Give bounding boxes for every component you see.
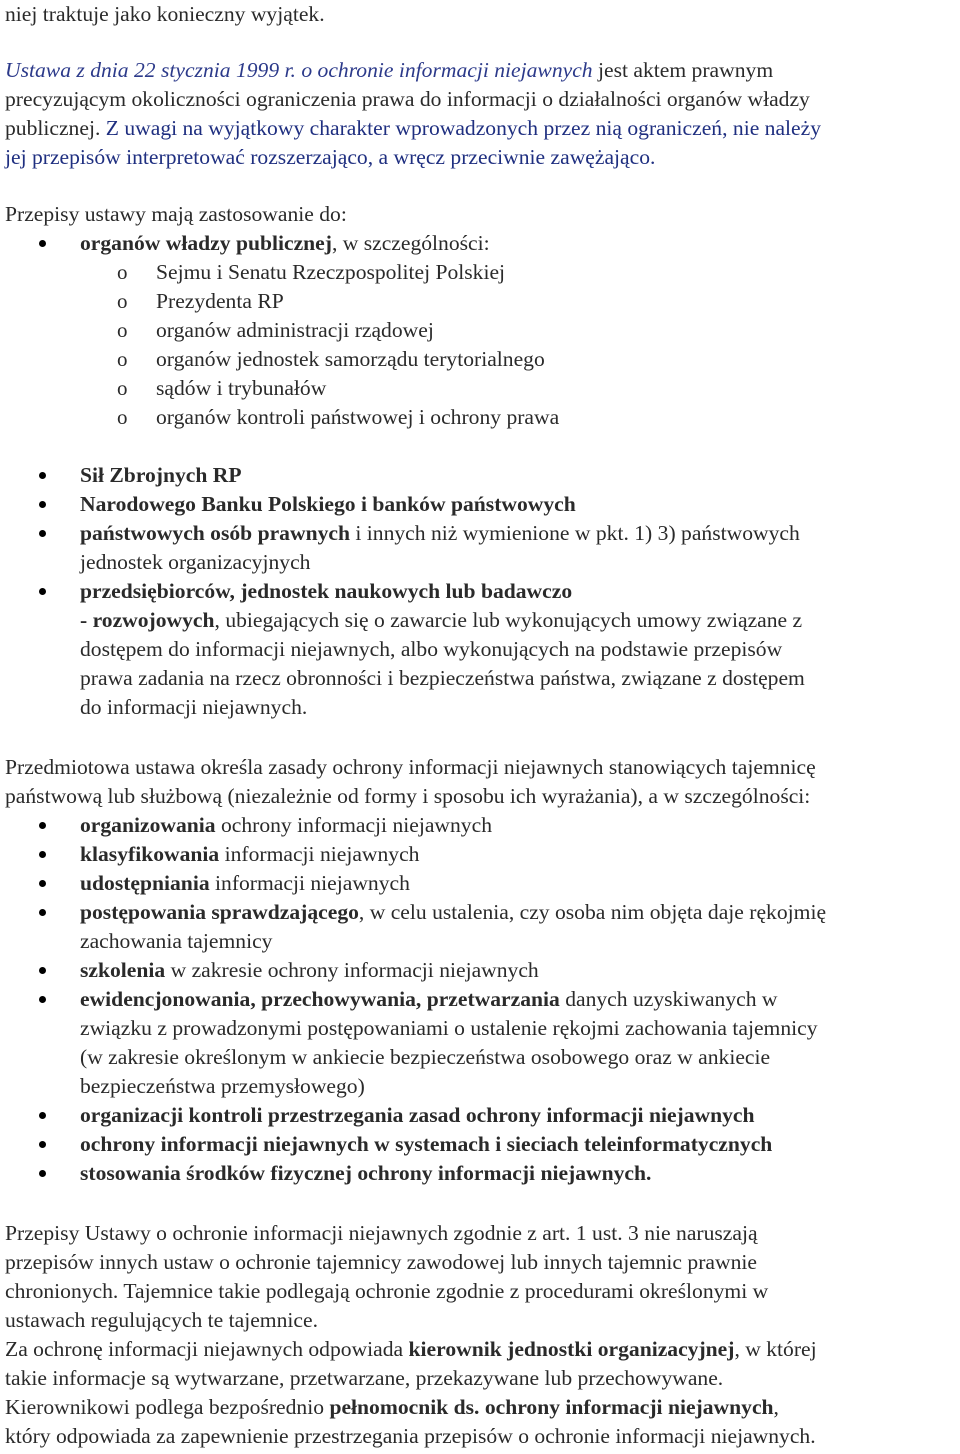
text-line	[5, 1219, 758, 1248]
text-span: publicznej.	[5, 116, 106, 140]
sub-list-item	[156, 403, 559, 432]
text-span: , w szczególności:	[331, 231, 490, 255]
text-span: Za ochronę informacji niejawnych odpowiada	[5, 1337, 409, 1361]
text-span: , w której	[734, 1337, 817, 1361]
text-span: ustawach regulujących te tajemnice.	[5, 1308, 318, 1332]
text-span: jednostek organizacyjnych	[80, 550, 311, 574]
text-line	[5, 1306, 318, 1335]
bold-term: ochrony informacji niejawnych w systemach i sieciach teleinformatycznych	[80, 1132, 773, 1156]
bold-term: pełnomocnik ds. ochrony informacji niejawnych	[329, 1395, 774, 1419]
bullet-icon	[39, 996, 46, 1003]
text-line	[5, 1422, 816, 1451]
bold-term: stosowania środków fizycznej ochrony informacji niejawnych.	[80, 1161, 652, 1185]
text-line	[5, 0, 325, 29]
text-span: związku z prowadzonymi postępowaniami o ustalenie rękojmi zachowania tajemnicy	[80, 1016, 818, 1040]
sub-list-item	[156, 258, 505, 287]
text-span: dostępem do informacji niejawnych, albo wykonujących na podstawie przepisów	[80, 637, 783, 661]
text-line	[5, 1364, 723, 1393]
circle-bullet-icon: o	[117, 347, 128, 371]
circle-bullet-icon: o	[117, 289, 128, 313]
text-line	[5, 85, 810, 114]
text-line	[5, 782, 810, 811]
text-span: informacji niejawnych	[209, 871, 410, 895]
list-item-continuation	[80, 635, 782, 664]
list-item-continuation	[80, 664, 805, 693]
text-span: organów jednostek samorządu terytorialnego	[156, 347, 545, 371]
text-line	[5, 143, 655, 172]
bullet-icon	[39, 1141, 46, 1148]
text-span: przepisów innych ustaw o ochronie tajemnicy zawodowej lub innych tajemnic prawnie	[5, 1250, 757, 1274]
text-span: Przepisy Ustawy o ochronie informacji niejawnych zgodnie z art. 1 ust. 3 nie naruszają	[5, 1221, 758, 1245]
list-item	[80, 811, 492, 840]
text-span: do informacji niejawnych.	[80, 695, 308, 719]
text-span: Przedmiotowa ustawa określa zasady ochrony informacji niejawnych stanowiących tajemnicę	[5, 755, 816, 779]
list-item	[80, 229, 490, 258]
list-item	[80, 577, 572, 606]
text-span: danych uzyskiwanych w	[559, 987, 778, 1011]
bold-term: szkolenia	[80, 958, 166, 982]
bullet-icon	[39, 822, 46, 829]
bullet-icon	[39, 909, 46, 916]
bullet-icon	[39, 1170, 46, 1177]
bold-term: kierownik jednostki organizacyjnej	[408, 1337, 735, 1361]
text-span: organów kontroli państwowej i ochrony prawa	[156, 405, 560, 429]
list-item	[80, 985, 778, 1014]
text-span: sądów i trybunałów	[156, 376, 327, 400]
list-item	[80, 461, 242, 490]
bold-term: państwowych osób prawnych	[80, 521, 350, 545]
highlight-text: Z uwagi na wyjątkowy charakter wprowadzonych przez nią ograniczeń, nie należy	[105, 116, 822, 140]
text-span: , ubiegających się o zawarcie lub wykonujących umowy związane z	[214, 608, 803, 632]
bold-term: - rozwojowych	[80, 608, 215, 632]
text-line	[5, 114, 821, 143]
highlight-text: jej przepisów interpretować rozszerzająco, a wręcz przeciwnie zawężająco.	[5, 145, 656, 169]
text-span: Sejmu i Senatu Rzeczpospolitej Polskiej	[156, 260, 506, 284]
text-span: Przepisy ustawy mają zastosowanie do:	[5, 202, 347, 226]
bold-term: organów władzy publicznej	[80, 231, 332, 255]
circle-bullet-icon: o	[117, 405, 128, 429]
bullet-icon	[39, 240, 46, 247]
text-line	[5, 1393, 779, 1422]
text-span: chronionych. Tajemnice takie podlegają ochronie zgodnie z procedurami określonymi w	[5, 1279, 769, 1303]
sub-list-item	[156, 345, 545, 374]
list-item-continuation	[80, 1043, 770, 1072]
bullet-icon	[39, 588, 46, 595]
text-span: i innych niż wymienione w pkt. 1) 3) państwowych	[349, 521, 800, 545]
list-item	[80, 1159, 651, 1188]
bullet-icon	[39, 472, 46, 479]
section-intro	[5, 200, 347, 229]
circle-bullet-icon: o	[117, 376, 128, 400]
list-item-continuation	[80, 927, 272, 956]
bullet-icon	[39, 880, 46, 887]
bold-term: postępowania sprawdzającego	[80, 900, 359, 924]
text-span: który odpowiada za zapewnienie przestrzegania przepisów o ochronie informacji niejawnych.	[5, 1424, 816, 1448]
bold-term: Sił Zbrojnych RP	[80, 463, 242, 487]
list-item-continuation	[80, 1072, 365, 1101]
sub-list-item	[156, 287, 284, 316]
text-line	[5, 1277, 768, 1306]
bullet-icon	[39, 851, 46, 858]
text-span: Prezydenta RP	[156, 289, 284, 313]
act-title: Ustawa z dnia 22 stycznia 1999 r. o ochronie informacji niejawnych	[5, 58, 593, 82]
circle-bullet-icon: o	[117, 318, 128, 342]
bold-term: organizowania	[80, 813, 216, 837]
text-span: Kierownikowi podlega bezpośrednio	[5, 1395, 330, 1419]
bullet-icon	[39, 530, 46, 537]
list-item	[80, 869, 410, 898]
text-line	[5, 1248, 757, 1277]
text-span: prawa zadania na rzecz obronności i bezpieczeństwa państwa, związane z dostępem	[80, 666, 805, 690]
text-span: w zakresie ochrony informacji niejawnych	[165, 958, 539, 982]
text-span: niej traktuje jako konieczny wyjątek.	[5, 2, 325, 26]
text-span: informacji niejawnych	[219, 842, 420, 866]
text-line	[5, 1335, 817, 1364]
list-item	[80, 1130, 772, 1159]
text-span: , w celu ustalenia, czy osoba nim objęta daje rękojmię	[358, 900, 827, 924]
list-item	[80, 956, 539, 985]
bold-term: klasyfikowania	[80, 842, 220, 866]
text-span: państwową lub służbową (niezależnie od formy i sposobu ich wyrażania), a w szczególności:	[5, 784, 811, 808]
bullet-icon	[39, 501, 46, 508]
text-span: takie informacje są wytwarzane, przetwarzane, przekazywane lub przechowywane.	[5, 1366, 724, 1390]
list-item-continuation	[80, 606, 802, 635]
sub-list-item	[156, 374, 326, 403]
bullet-icon	[39, 1112, 46, 1119]
text-span: precyzującym okoliczności ograniczenia prawa do informacji o działalności organów władzy	[5, 87, 810, 111]
text-span: (w zakresie określonym w ankiecie bezpieczeństwa osobowego oraz w ankiecie	[80, 1045, 771, 1069]
list-item	[80, 898, 826, 927]
bold-term: udostępniania	[80, 871, 210, 895]
list-item-continuation	[80, 1014, 818, 1043]
text-span: zachowania tajemnicy	[80, 929, 273, 953]
list-item	[80, 840, 419, 869]
sub-list-item	[156, 316, 434, 345]
text-line	[5, 56, 773, 85]
bold-term: organizacji kontroli przestrzegania zasad ochrony informacji niejawnych	[80, 1103, 755, 1127]
text-span: bezpieczeństwa przemysłowego)	[80, 1074, 365, 1098]
list-item	[80, 490, 576, 519]
text-span: ochrony informacji niejawnych	[215, 813, 492, 837]
text-span: ,	[773, 1395, 779, 1419]
text-line	[5, 753, 816, 782]
circle-bullet-icon: o	[117, 260, 128, 284]
list-item	[80, 1101, 755, 1130]
text-span: organów administracji rządowej	[156, 318, 434, 342]
list-item-continuation	[80, 548, 310, 577]
bold-term: przedsiębiorców, jednostek naukowych lub badawczo	[80, 579, 573, 603]
bold-term: ewidencjonowania, przechowywania, przetwarzania	[80, 987, 560, 1011]
list-item-continuation	[80, 693, 307, 722]
bullet-icon	[39, 967, 46, 974]
list-item	[80, 519, 800, 548]
text-span: jest aktem prawnym	[592, 58, 774, 82]
bold-term: Narodowego Banku Polskiego i banków państwowych	[80, 492, 576, 516]
